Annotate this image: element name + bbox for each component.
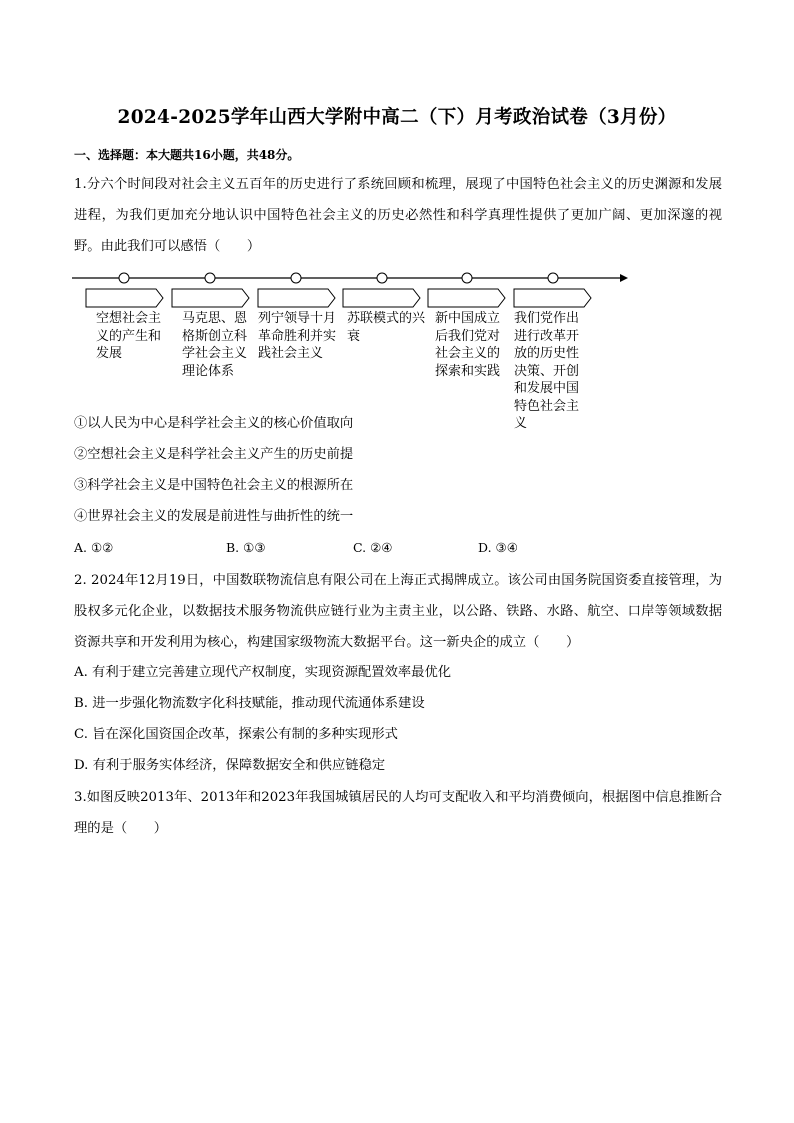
question-2-stem: 2. 2024年12月19日，中国数联物流信息有限公司在上海正式揭牌成立。该公司由国务院国资委直接管理，为股权多元化企业，以数据技术服务物流供应链行业为主责主业，以公路、铁路、水路、航空、口岸等领域数据资源共享和开发利用为核心，构建国家级物流大数据平台。这一新央企的成立（ ） [74,573,722,650]
timeline-label-1: 空想社会主义的产生和发展 [96,311,162,361]
question-1-stem: 1.分六个时间段对社会主义五百年的历史进行了系统回顾和梳理，展现了中国特色社会主义的历史渊源和发展进程，为我们更加充分地认识中国特色社会主义的历史必然性和科学真理性提供了更加广阔、更加深邃的视野。由此我们可以感悟（ ） [74,177,722,254]
page-title: 2024-2025学年山西大学附中高二（下）月考政治试卷（3月份） [117,107,677,128]
timeline-arrow-box [514,289,591,307]
timeline-node [462,273,472,283]
arrow-head-icon [620,274,628,282]
timeline-arrow-box [343,289,420,307]
q1-option-d[interactable]: D. ③④ [478,540,518,555]
q1-option-c[interactable]: C. ②④ [353,540,393,555]
q1-option-a[interactable]: A. ①② [74,540,114,555]
q2-option-d[interactable]: D. 有利于服务实体经济，保障数据安全和供应链稳定 [74,758,386,773]
timeline-arrow-box [428,289,505,307]
timeline-axis [72,270,632,310]
section-header: 一、选择题：本大题共16小题，共48分。 [74,148,300,162]
timeline-arrow-box [258,289,335,307]
timeline-label-3: 列宁领导十月革命胜利并实践社会主义 [258,311,337,361]
statement-2: ②空想社会主义是科学社会主义产生的历史前提 [74,447,354,462]
timeline-label-5: 新中国成立后我们党对社会主义的探索和实践 [435,311,501,379]
statement-4: ④世界社会主义的发展是前进性与曲折性的统一 [74,509,354,524]
timeline-node [205,273,215,283]
timeline-node [291,273,301,283]
timeline-label-2: 马克思、恩格斯创立科学社会主义理论体系 [182,311,248,379]
timeline-node [377,273,387,283]
question-3-stem: 3.如图反映2013年、2013年和2023年我国城镇居民的人均可支配收入和平均消费倾向，根据图中信息推断合理的是（ ） [74,790,722,836]
timeline-node [119,273,129,283]
q1-option-b[interactable]: B. ①③ [226,540,266,555]
statement-1: ①以人民为中心是科学社会主义的核心价值取向 [74,416,354,431]
timeline-label-4: 苏联模式的兴衰 [347,311,426,344]
timeline-arrow-box [172,289,249,307]
timeline-arrow-box [86,289,163,307]
statement-3: ③科学社会主义是中国特色社会主义的根源所在 [74,478,354,493]
timeline-label-6: 我们党作出进行改革开放的历史性决策、开创和发展中国特色社会主义 [514,311,580,431]
q2-option-b[interactable]: B. 进一步强化物流数字化科技赋能，推动现代流通体系建设 [74,696,425,711]
q2-option-a[interactable]: A. 有利于建立完善建立现代产权制度，实现资源配置效率最优化 [74,665,452,680]
timeline-node [548,273,558,283]
q2-option-c[interactable]: C. 旨在深化国资国企改革，探索公有制的多种实现形式 [74,727,398,742]
